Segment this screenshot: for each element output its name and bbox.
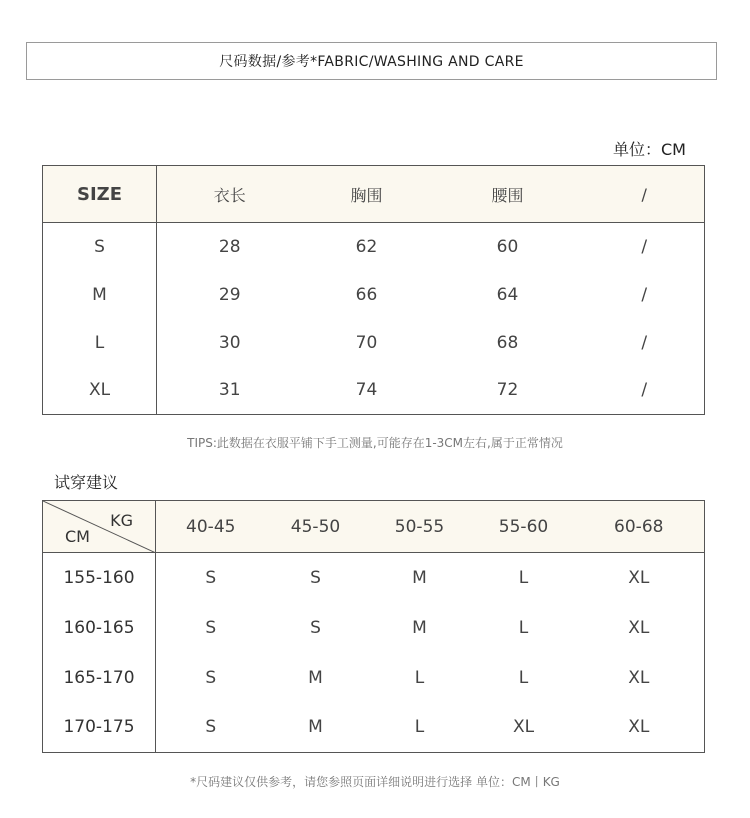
weight-header: 55-60 <box>498 516 549 537</box>
waist-cell: 68 <box>496 332 519 353</box>
chest-cell: 62 <box>355 236 378 257</box>
size-cell: XL <box>628 717 650 738</box>
chest-cell: 70 <box>355 332 378 353</box>
size-cell: S <box>310 617 321 638</box>
table-row <box>43 223 705 271</box>
size-cell: S <box>310 567 321 588</box>
weight-header: 60-68 <box>614 516 664 537</box>
corner-cm-label: CM <box>65 527 90 546</box>
size-table <box>42 165 705 415</box>
size-cell: L <box>518 667 529 688</box>
size-cell: S <box>205 567 217 588</box>
size-cell: M <box>308 667 323 688</box>
waist-cell: 64 <box>496 284 519 305</box>
size-cell: M <box>43 271 157 319</box>
tips-text: TIPS:此数据在衣服平铺下手工测量,可能存在1-3CM左右,属于正常情况 <box>187 436 563 450</box>
header-chest: 胸围 <box>350 185 383 205</box>
table-row <box>43 653 705 703</box>
slash-cell: / <box>641 380 648 401</box>
rec-table-header <box>43 501 705 553</box>
size-cell: XL <box>628 567 650 588</box>
table-row <box>43 319 705 367</box>
weight-header: 45-50 <box>290 516 341 537</box>
size-cell: S <box>205 617 217 638</box>
size-cell: S <box>205 667 217 688</box>
height-cell: 155-160 <box>43 553 156 603</box>
size-cell: L <box>414 667 425 688</box>
size-cell: S <box>205 717 217 738</box>
size-cell: L <box>43 319 157 367</box>
table-row <box>43 553 705 603</box>
size-cell: XL <box>628 617 650 638</box>
length-cell: 29 <box>218 284 241 305</box>
corner-cell <box>43 501 156 553</box>
slash-cell: / <box>641 236 648 257</box>
header-size: SIZE <box>43 166 157 223</box>
header-waist: 腰围 <box>491 185 524 205</box>
size-cell: M <box>308 717 323 738</box>
length-cell: 31 <box>218 380 241 401</box>
size-cell: M <box>412 567 427 588</box>
page-title: 尺码数据/参考*FABRIC/WASHING AND CARE <box>26 42 717 80</box>
header-length: 衣长 <box>213 185 246 205</box>
slash-cell: / <box>641 284 648 305</box>
table-row <box>43 367 705 415</box>
length-cell: 28 <box>218 236 241 257</box>
size-cell: M <box>412 617 427 638</box>
height-cell: 170-175 <box>43 703 156 753</box>
size-cell: XL <box>43 367 157 415</box>
recommendation-table <box>42 500 705 753</box>
weight-header: 40-45 <box>186 516 236 537</box>
size-cell: XL <box>628 667 650 688</box>
unit-label: 单位：CM <box>613 140 686 159</box>
chest-cell: 74 <box>355 380 378 401</box>
height-cell: 165-170 <box>43 653 156 703</box>
waist-cell: 72 <box>496 380 519 401</box>
height-cell: 160-165 <box>43 603 156 653</box>
footnote-text: *尺码建议仅供参考，请您参照页面详细说明进行选择 单位：CM丨KG <box>190 775 560 789</box>
weight-header: 50-55 <box>394 516 445 537</box>
size-cell: L <box>414 717 425 738</box>
corner-kg-label: KG <box>110 511 133 530</box>
waist-cell: 60 <box>496 236 519 257</box>
size-cell: L <box>518 617 529 638</box>
size-cell: L <box>518 567 529 588</box>
table-row <box>43 271 705 319</box>
diagonal-line <box>43 501 156 553</box>
section-title: 试穿建议 <box>54 473 119 492</box>
length-cell: 30 <box>218 332 241 353</box>
header-slash: / <box>641 184 647 204</box>
table-row <box>43 603 705 653</box>
slash-cell: / <box>641 332 648 353</box>
size-table-header <box>43 166 705 223</box>
size-cell: XL <box>512 717 535 738</box>
size-cell: S <box>43 223 157 271</box>
table-row <box>43 703 705 753</box>
chest-cell: 66 <box>355 284 378 305</box>
